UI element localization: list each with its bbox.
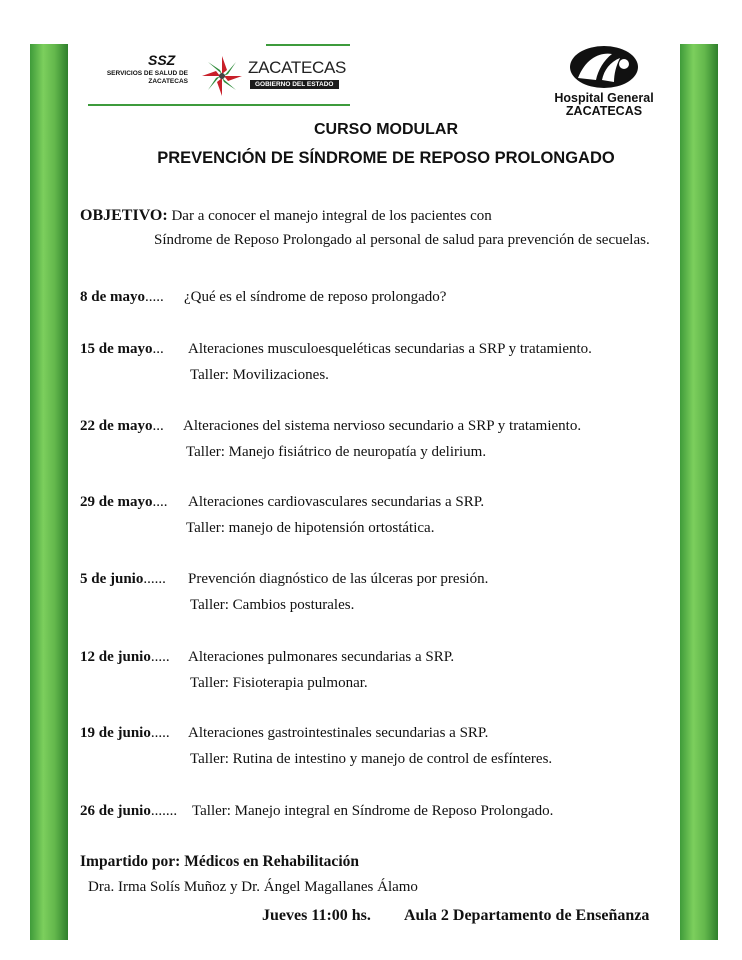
session-topic: Taller: Manejo integral en Síndrome de Reposo Prolongado. [192,803,554,819]
hospital-name-line1: Hospital General [554,91,654,105]
objective-label: OBJETIVO: [80,207,168,224]
session-time: Jueves 11:00 hs. [262,907,371,924]
session-topic: Alteraciones cardiovasculares secundarias a SRP. [188,494,485,510]
hospital-logo [544,44,664,122]
zacatecas-name: ZACATECAS [248,58,347,77]
hospital-name-line2: ZACATECAS [565,104,643,118]
imparted-by: Impartido por: Médicos en Rehabilitación [80,853,359,870]
session-topic: Alteraciones gastrointestinales secundarias a SRP. [188,725,489,741]
session-workshop: Taller: Movilizaciones. [190,367,329,383]
right-green-bar [680,44,718,940]
schedule-row [80,494,485,536]
session-date: 26 de junio [80,803,151,819]
session-dots: ..... [150,649,170,665]
session-dots: ... [152,341,164,357]
objective-line1: Dar a conocer el manejo integral de los pacientes con [171,208,492,224]
logo-underline [88,104,350,106]
ssz-zacatecas-logo [88,44,350,108]
left-green-bar [30,44,68,940]
session-workshop: Taller: manejo de hipotensión ortostática. [186,520,435,536]
schedule-row [80,418,582,460]
schedule-row [80,571,489,613]
session-topic: ¿Qué es el síndrome de reposo prolongado? [184,289,447,305]
session-date: 19 de junio [80,725,151,741]
hospital-name [544,92,664,118]
session-topic: Prevención diagnóstico de las úlceras por presión. [188,571,489,587]
ssz-subtitle: SERVICIOS DE SALUD DE ZACATECAS [106,70,188,85]
session-date: 15 de mayo [80,341,153,357]
session-place: Aula 2 Departamento de Enseñanza [404,907,650,924]
session-topic: Alteraciones musculoesqueléticas secundarias a SRP y tratamiento. [188,341,592,357]
session-topic: Alteraciones pulmonares secundarias a SRP. [188,649,455,665]
hospital-emblem-icon [568,44,640,90]
session-date: 22 de mayo [80,418,153,434]
zacatecas-star-icon [200,54,244,98]
session-workshop: Taller: Fisioterapia pulmonar. [190,675,368,691]
objective-line2: Síndrome de Reposo Prolongado al personal de salud para prevención de secuelas. [154,232,650,248]
session-dots: ....... [150,803,178,819]
session-date: 12 de junio [80,649,151,665]
session-date: 8 de mayo [80,289,145,305]
schedule-row [80,725,553,767]
doctor-names: Dra. Irma Solís Muñoz y Dr. Ángel Magallanes Álamo [88,879,418,895]
session-date: 29 de mayo [80,494,153,510]
session-workshop: Taller: Rutina de intestino y manejo de control de esfínteres. [190,751,553,767]
logo-divider-line [266,44,350,46]
objective-block [80,204,650,252]
schedule-row [80,289,447,306]
course-subtitle: PREVENCIÓN DE SÍNDROME DE REPOSO PROLONGADO [157,149,615,167]
schedule-row [80,341,592,383]
ssz-mark: SSZ [148,52,176,68]
course-title: CURSO MODULAR [314,121,458,138]
session-date: 5 de junio [80,571,144,587]
session-dots: ..... [150,725,170,741]
schedule-row [80,649,455,691]
session-dots: ..... [145,289,164,305]
session-dots: .... [152,494,168,510]
zacatecas-subtitle: GOBIERNO DEL ESTADO [250,80,339,89]
session-dots: ... [152,418,164,434]
session-topic: Alteraciones del sistema nervioso secundario a SRP y tratamiento. [183,418,582,434]
session-dots: ...... [143,571,166,587]
session-workshop: Taller: Manejo fisiátrico de neuropatía y delirium. [186,444,487,460]
schedule-row [80,803,554,820]
session-workshop: Taller: Cambios posturales. [190,597,355,613]
